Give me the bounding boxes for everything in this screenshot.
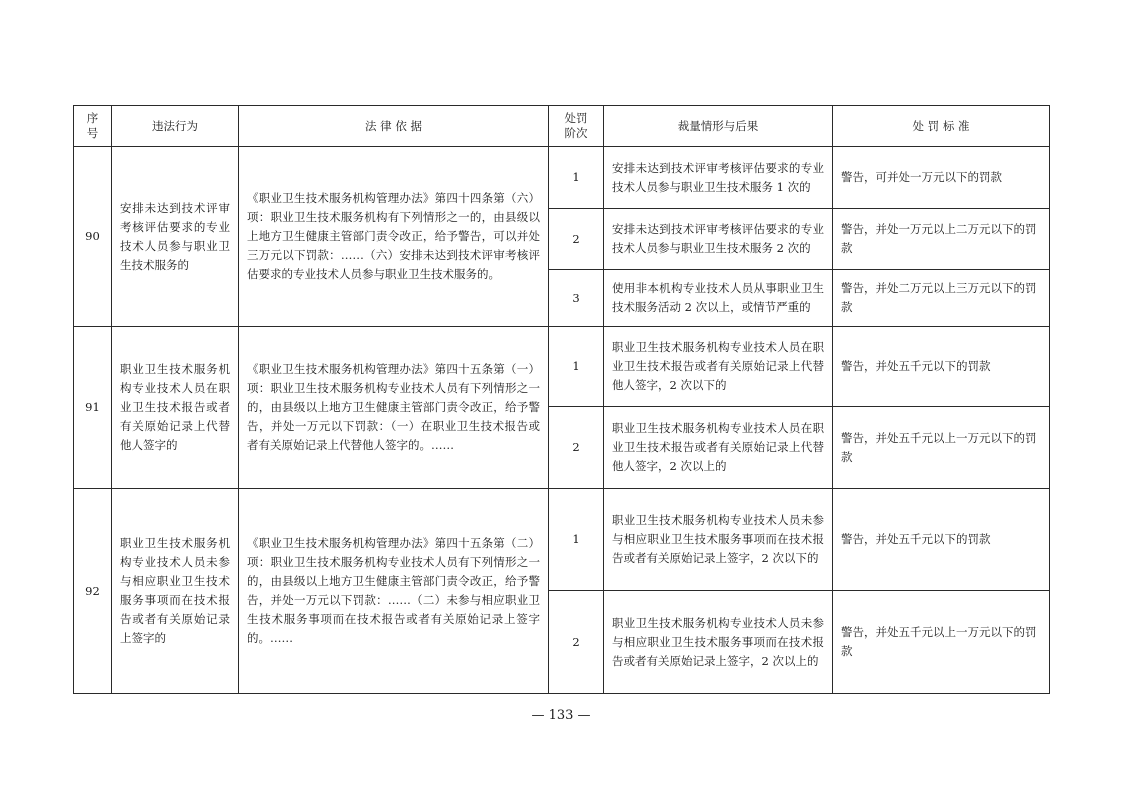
penalty-level: 1	[549, 327, 604, 407]
table-row	[74, 147, 1050, 209]
penalty-level: 2	[549, 591, 604, 694]
legal-basis: 《职业卫生技术服务机构管理办法》第四十四条第（六）项：职业卫生技术服务机构有下列情形之一的，由县级以上地方卫生健康主管部门责令改正，给予警告，可以并处三万元以下罚款：……（六）安排未达到技术评审考核评估要求的专业技术人员参与职业卫生技术服务的。	[239, 147, 549, 327]
table-row	[74, 489, 1050, 591]
penalty-level: 1	[549, 489, 604, 591]
table-header-row	[74, 106, 1050, 147]
penalty-standard: 警告，并处二万元以上三万元以下的罚款	[833, 270, 1050, 327]
penalty-standard: 警告，并处五千元以下的罚款	[833, 327, 1050, 407]
circumstance: 安排未达到技术评审考核评估要求的专业技术人员参与职业卫生技术服务 1 次的	[604, 147, 833, 209]
penalty-level: 3	[549, 270, 604, 327]
table-row	[74, 327, 1050, 407]
header-circumstance: 裁量情形与后果	[604, 106, 833, 147]
penalty-standard: 警告，并处五千元以下的罚款	[833, 489, 1050, 591]
circumstance: 职业卫生技术服务机构专业技术人员未参与相应职业卫生技术服务事项而在技术报告或者有关原始记录上签字，2 次以下的	[604, 489, 833, 591]
page-number: — 133 —	[531, 708, 591, 723]
circumstance: 安排未达到技术评审考核评估要求的专业技术人员参与职业卫生技术服务 2 次的	[604, 209, 833, 270]
circumstance: 职业卫生技术服务机构专业技术人员未参与相应职业卫生技术服务事项而在技术报告或者有关原始记录上签字，2 次以上的	[604, 591, 833, 694]
penalty-standard: 警告，并处五千元以上一万元以下的罚款	[833, 407, 1050, 489]
header-act: 违法行为	[112, 106, 239, 147]
penalty-level: 1	[549, 147, 604, 209]
row-number: 92	[74, 489, 112, 694]
circumstance: 职业卫生技术服务机构专业技术人员在职业卫生技术报告或者有关原始记录上代替他人签字，2 次以上的	[604, 407, 833, 489]
penalty-level: 2	[549, 209, 604, 270]
header-basis: 法 律 依 据	[239, 106, 549, 147]
header-level: 处罚阶次	[549, 106, 604, 147]
row-number: 90	[74, 147, 112, 327]
legal-basis: 《职业卫生技术服务机构管理办法》第四十五条第（一）项：职业卫生技术服务机构专业技术人员有下列情形之一的，由县级以上地方卫生健康主管部门责令改正，给予警告，并处一万元以下罚款：（一）在职业卫生技术报告或者有关原始记录上代替他人签字的。……	[239, 327, 549, 489]
penalty-standard: 警告，并处五千元以上一万元以下的罚款	[833, 591, 1050, 694]
legal-basis: 《职业卫生技术服务机构管理办法》第四十五条第（二）项：职业卫生技术服务机构专业技术人员有下列情形之一的，由县级以上地方卫生健康主管部门责令改正，给予警告，并处一万元以下罚款：……（二）未参与相应职业卫生技术服务事项而在技术报告或者有关原始记录上签字的。……	[239, 489, 549, 694]
penalty-standard: 警告，并处一万元以上二万元以下的罚款	[833, 209, 1050, 270]
violation-act: 职业卫生技术服务机构专业技术人员在职业卫生技术报告或者有关原始记录上代替他人签字的	[112, 327, 239, 489]
penalty-table	[73, 105, 1050, 694]
penalty-standard: 警告，可并处一万元以下的罚款	[833, 147, 1050, 209]
violation-act: 职业卫生技术服务机构专业技术人员未参与相应职业卫生技术服务事项而在技术报告或者有关原始记录上签字的	[112, 489, 239, 694]
header-standard: 处 罚 标 准	[833, 106, 1050, 147]
circumstance: 职业卫生技术服务机构专业技术人员在职业卫生技术报告或者有关原始记录上代替他人签字，2 次以下的	[604, 327, 833, 407]
header-seq: 序号	[74, 106, 112, 147]
violation-act: 安排未达到技术评审考核评估要求的专业技术人员参与职业卫生技术服务的	[112, 147, 239, 327]
circumstance: 使用非本机构专业技术人员从事职业卫生技术服务活动 2 次以上，或情节严重的	[604, 270, 833, 327]
penalty-level: 2	[549, 407, 604, 489]
row-number: 91	[74, 327, 112, 489]
